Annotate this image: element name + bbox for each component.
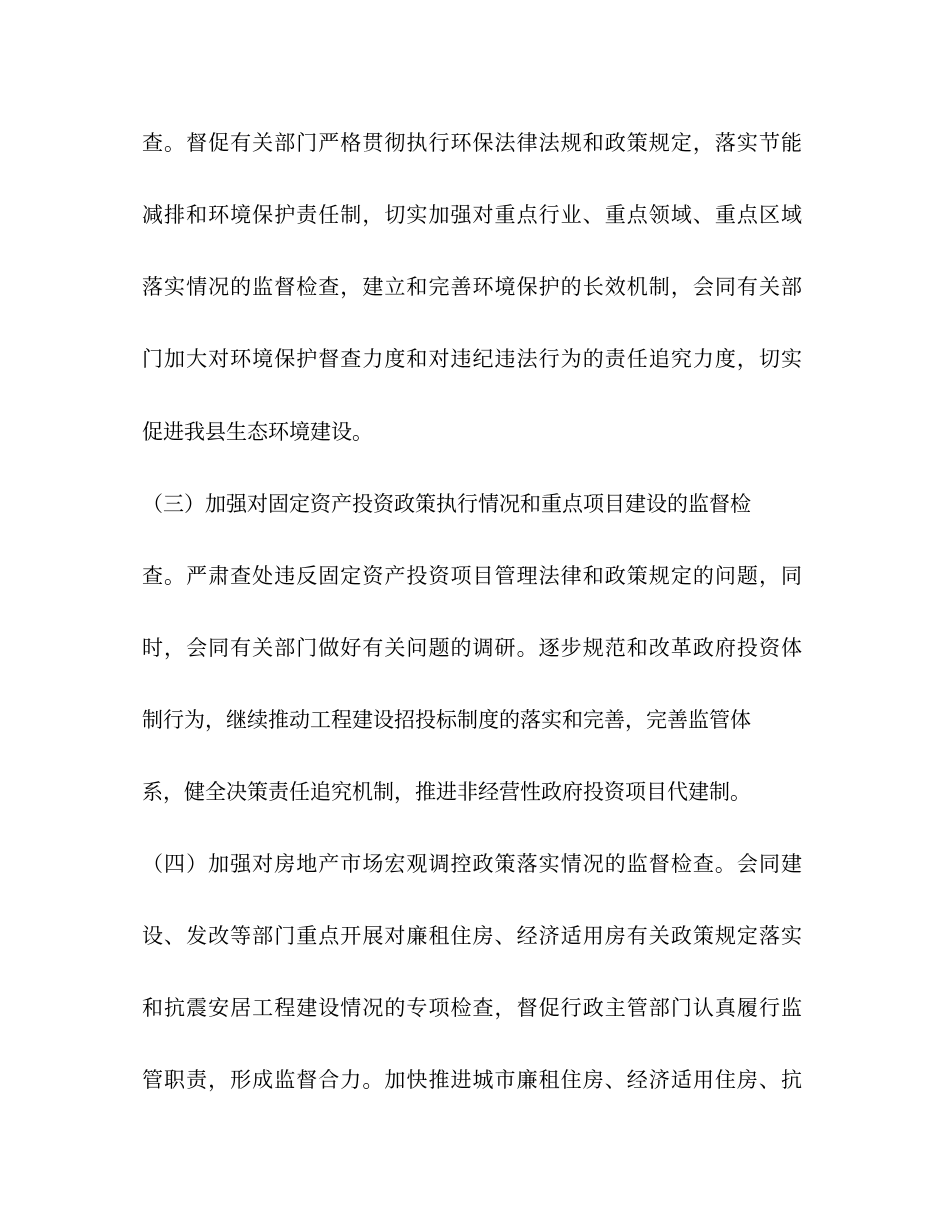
text-line-14: 管职责，形成监督合力。加快推进城市廉租住房、经济适用住房、抗 xyxy=(142,1068,802,1092)
text-line-10: 系，健全决策责任追究机制，推进非经营性政府投资项目代建制。 xyxy=(142,780,751,804)
text-line-5: 促进我县生态环境建设。 xyxy=(142,420,373,444)
text-line-12: 设、发改等部门重点开展对廉租住房、经济适用房有关政策规定落实 xyxy=(142,924,802,948)
section-heading-3: （三）加强对固定资产投资政策执行情况和重点项目建设的监督检 xyxy=(142,492,751,516)
text-line-13: 和抗震安居工程建设情况的专项检查，督促行政主管部门认真履行监 xyxy=(142,996,802,1020)
text-line-2: 减排和环境保护责任制，切实加强对重点行业、重点领域、重点区域 xyxy=(142,203,802,227)
section-heading-4: （四）加强对房地产市场宏观调控政策落实情况的监督检查。会同建 xyxy=(142,852,802,876)
text-line-9: 制行为，继续推动工程建设招投标制度的落实和完善，完善监管体 xyxy=(142,708,751,732)
text-line-8: 时，会同有关部门做好有关问题的调研。逐步规范和改革政府投资体 xyxy=(142,636,802,660)
text-line-1: 查。督促有关部门严格贯彻执行环保法律法规和政策规定，落实节能 xyxy=(142,131,802,155)
text-line-4: 门加大对环境保护督查力度和对违纪违法行为的责任追究力度，切实 xyxy=(142,347,802,371)
text-line-7: 查。严肃查处违反固定资产投资项目管理法律和政策规定的问题，同 xyxy=(142,564,802,588)
text-line-3: 落实情况的监督检查，建立和完善环境保护的长效机制，会同有关部 xyxy=(142,275,802,299)
